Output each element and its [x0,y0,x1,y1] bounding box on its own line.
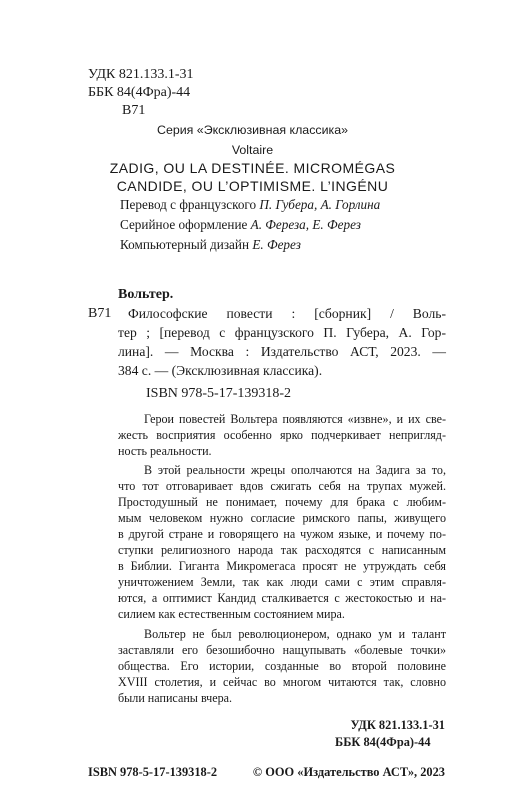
bottom-bbk-code: ББК 84(4Фра)-44 [335,735,431,749]
author-mark: В71 [122,103,146,118]
computer-design-credit [120,237,301,253]
bbk-code: ББК 84(4Фра)-44 [88,85,191,100]
annotation-line: ность реальности. [118,444,212,458]
annotation-line: жесть восприятия особенно ярко подчеркивает непригляд- [118,428,446,442]
bottom-udk-code: УДК 821.133.1-31 [350,718,445,732]
annotation-line: общества. Его истории, созданные во второй половине [118,659,446,673]
translation-label: Перевод с французского [120,197,260,212]
catalog-line: тер ; [перевод с французского П. Губера, А. Гор- [118,325,446,340]
udk-code: УДК 821.133.1-31 [88,67,194,82]
annotation-line: Простодушный не понимает, почему для брака с любим- [118,495,446,509]
annotation-line: что тот отговаривает вдов сжигать себя на трупах мужей. [118,479,446,493]
original-title-line1: ZADIG, OU LA DESTINÉE. MICROMÉGAS [109,160,396,176]
annotation-line: в другой стране и говорящего на чужом языке, и почему по- [118,527,446,541]
catalog-author-heading: Вольтер. [118,287,174,302]
annotation-line: силием как естественным состоянием мира. [118,607,345,621]
computer-design-label: Компьютерный дизайн [120,237,253,252]
annotation-line: Вольтер не был революционером, однако ум и талант [144,627,446,641]
series-design-label: Серийное оформление [120,217,251,232]
annotation-line: ступки религиозного народа так расходятся с написанным [118,543,446,557]
translation-names: П. Губера, А. Горлина [259,197,381,212]
catalog-line: Философские повести : [сборник] / Воль- [128,306,446,321]
annotation-line: в Библии. Гиганта Микромегаса просят не утруждать себя [118,559,446,573]
footer-isbn: ISBN 978-5-17-139318-2 [88,765,218,779]
annotation-line: заставляли его безошибочно нащупывать «болевые точки» [118,643,446,657]
annotation-line: уничтожением Земли, так как люди сами с этим справля- [118,575,446,589]
annotation-line: мым человеком нужно согласие римского папы, живущего [118,511,446,525]
annotation-line: ются, а оптимист Кандид сталкивается с жестокостью и на- [118,591,446,605]
annotation-line: XVIII столетия, и сейчас во многом читаются так, словно [118,675,446,689]
original-author: Voltaire [231,143,274,157]
series-design-credit [120,217,361,233]
translation-credit [120,197,380,213]
annotation-line: были написаны вчера. [118,691,233,705]
catalog-mark: В71 [88,306,112,321]
catalog-line: лина]. — Москва : Издательство АСТ, 2023. — [118,344,446,359]
annotation-line: В этой реальности жрецы ополчаются на Задига за то, [144,463,446,477]
catalog-line: 384 с. — (Эксклюзивная классика). [118,363,323,378]
footer-copyright: © ООО «Издательство АСТ», 2023 [252,765,445,779]
catalog-isbn: ISBN 978-5-17-139318-2 [146,386,292,401]
series-design-names: А. Фереза, Е. Ферез [250,217,361,232]
computer-design-names: Е. Ферез [252,237,301,252]
annotation-line: Герои повестей Вольтера появляются «извне», и их све- [144,412,446,426]
original-title-line2: CANDIDE, OU L’OPTIMISME. L’INGÉNU [116,178,389,194]
series-line: Серия «Эксклюзивная классика» [157,123,348,137]
